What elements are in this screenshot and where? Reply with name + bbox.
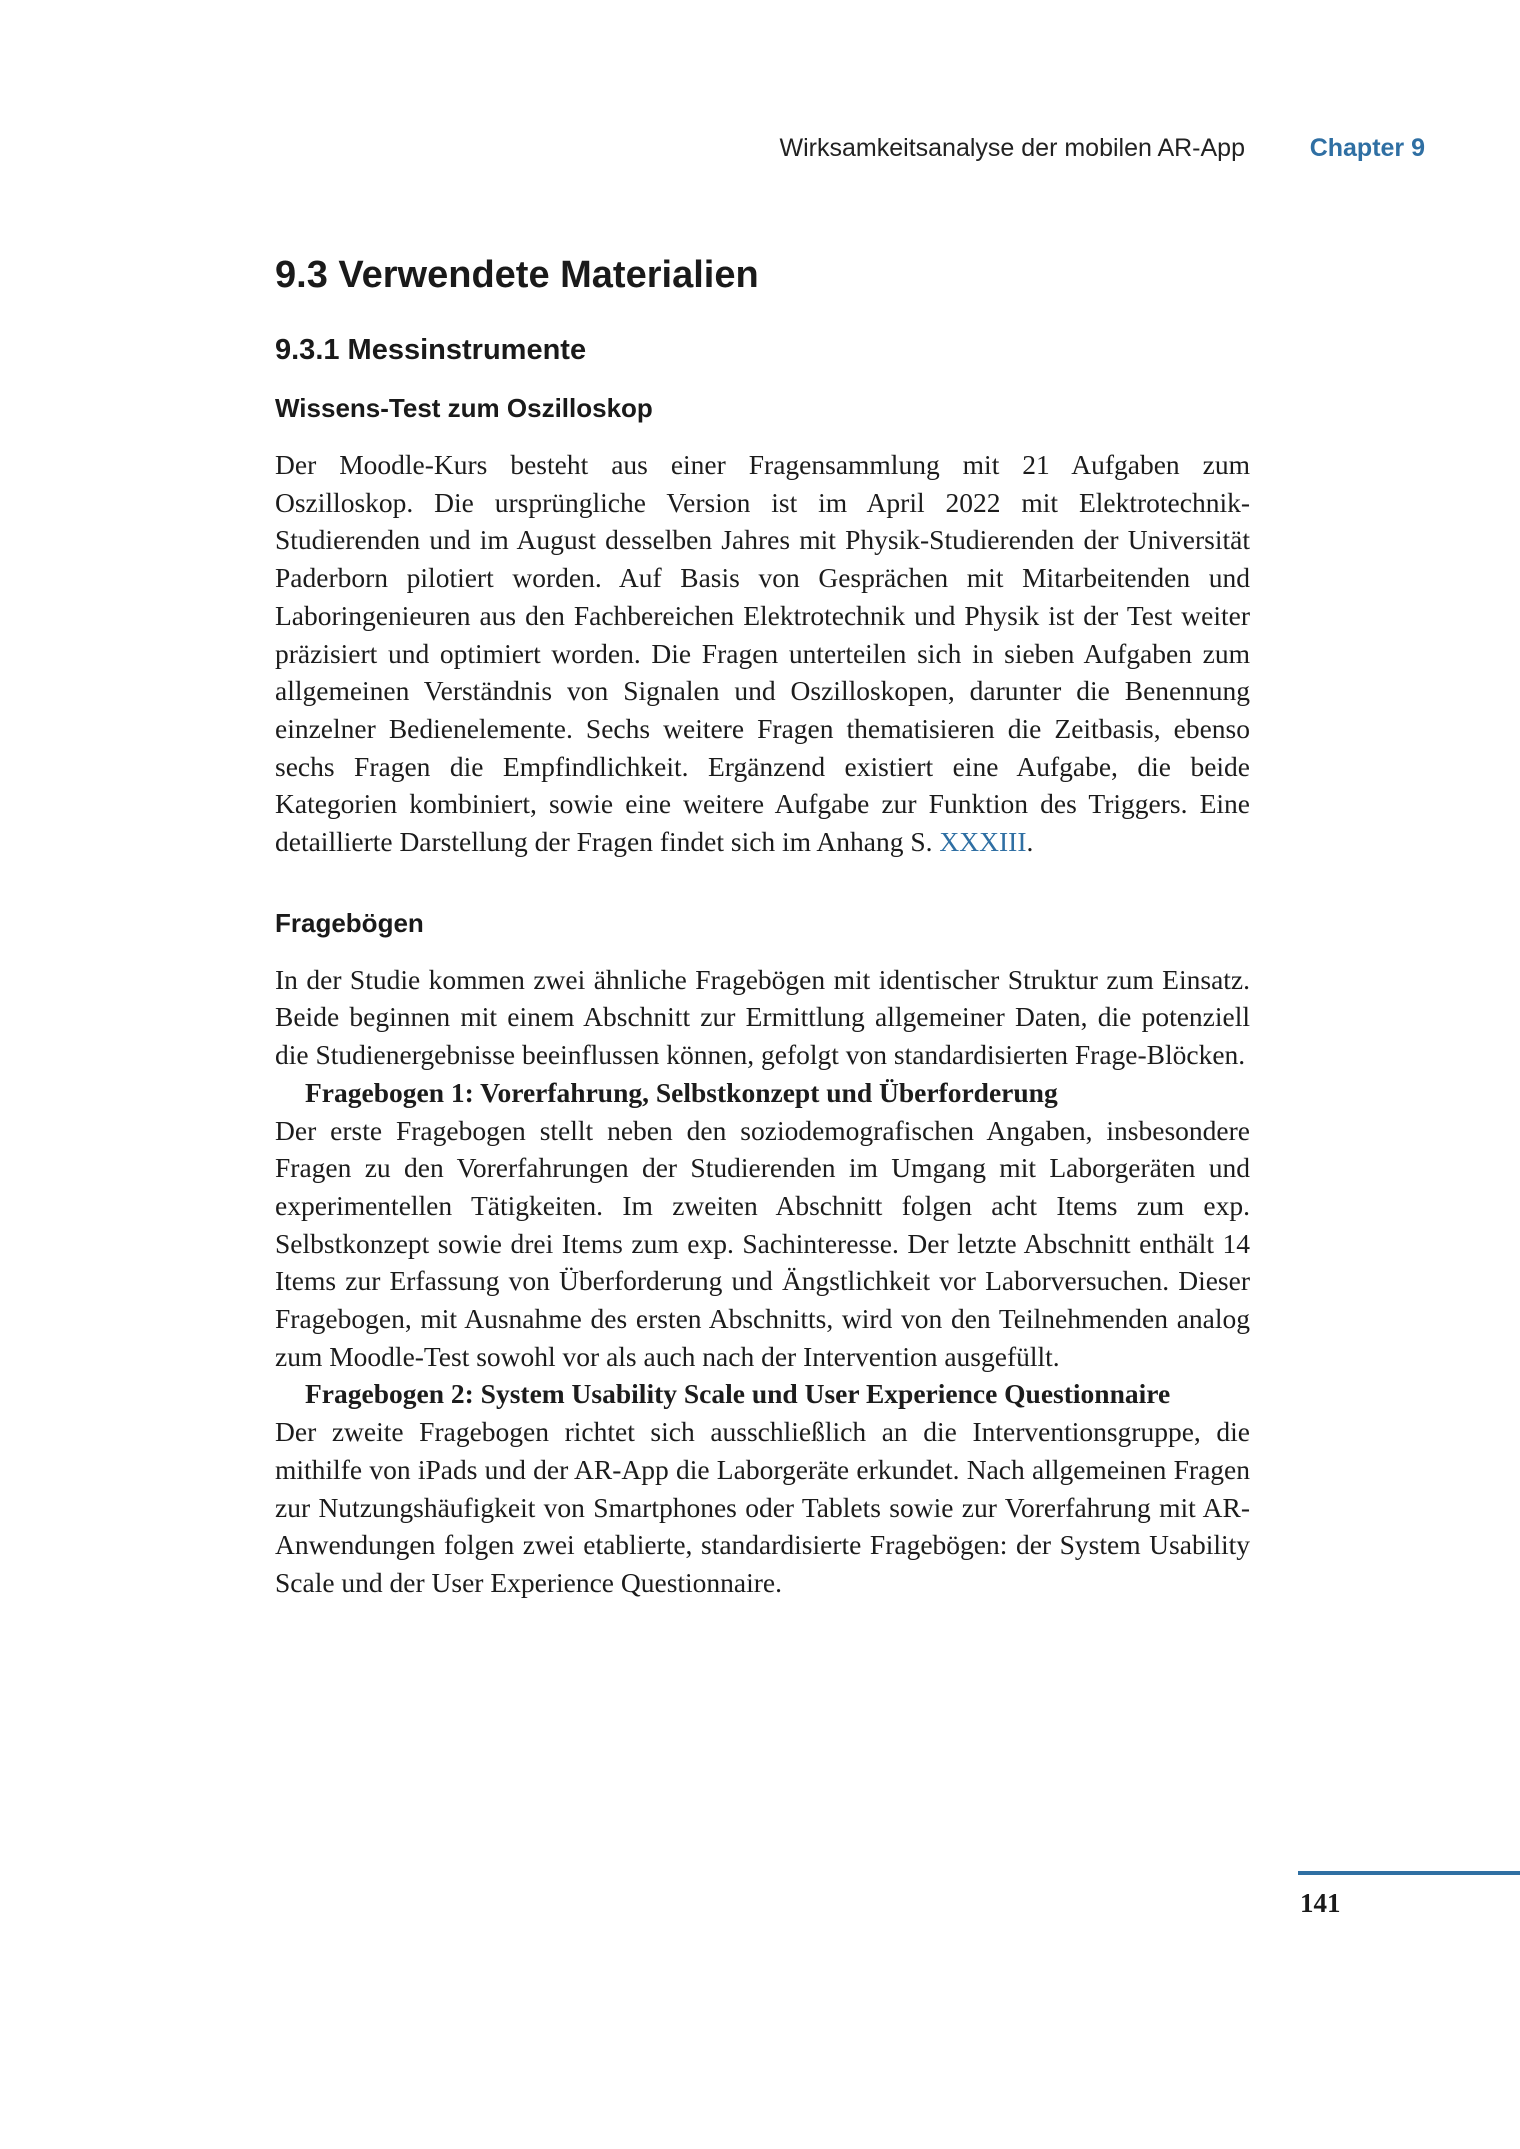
paragraph-end: . [1026, 826, 1034, 858]
knowledge-test-paragraph [275, 446, 1250, 861]
questionnaires-heading: Fragebögen [275, 907, 424, 938]
page-content [275, 248, 1250, 1602]
page-number: 141 [1300, 1888, 1341, 1918]
knowledge-test-text: Der Moodle-Kurs besteht aus einer Fragensammlung mit 21 Aufgaben zum Oszilloskop. Die ursprüngliche Version ist im April 2022 mit Elektrotechnik-Studierenden und im August desselben Jahres mit Physik-Studierenden der Universität Paderborn pilotiert worden. Auf Basis von Gesprächen mit Mitarbeitenden und Laboringenieuren aus den Fachbereichen Elektrotechnik und Physik ist der Test weiter präzisiert und optimiert worden. Die Fragen unterteilen sich in sieben Aufgaben zum allgemeinen Verständnis von Signalen und Oszilloskopen, darunter die Benennung einzelner Bedienelemente. Sechs weitere Fragen thematisieren die Zeitbasis, ebenso sechs Fragen die Empfindlichkeit. Ergänzend existiert eine Aufgabe, die beide Kategorien kombiniert, sowie eine weitere Aufgabe zur Funktion des Triggers. Eine detaillierte Darstellung der Fragen findet sich im Anhang S. [275, 449, 1250, 858]
questionnaire-2-heading: Fragebogen 2: System Usability Scale und User Experience Questionnaire [305, 1378, 1171, 1410]
questionnaire-1-heading: Fragebogen 1: Vorerfahrung, Selbstkonzept und Überforderung [305, 1076, 1058, 1108]
chapter-label: Chapter 9 [1309, 134, 1425, 162]
section-spacer [275, 861, 1250, 903]
questionnaires-intro: In der Studie kommen zwei ähnliche Fragebögen mit identischer Struktur zum Einsatz. Beide beginnen mit einem Abschnitt zur Ermittlung allgemeiner Daten, die potenziell die Studienergebnisse beeinflussen können, gefolgt von standardisierten Frage-Blöcken. [275, 963, 1250, 1071]
questionnaire-2-text: Der zweite Fragebogen richtet sich ausschließlich an die Interventionsgruppe, die mithilfe von iPads und der AR-App die Laborgeräte erkundet. Nach allgemeinen Fragen zur Nutzungshäufigkeit von Smartphones oder Tablets sowie zur Vorerfahrung mit AR-Anwendungen folgen zwei etablierte, standardisierte Fragebögen: der System Usability Scale und der User Experience Questionnaire. [275, 1416, 1250, 1598]
running-header [275, 134, 1425, 174]
footer-rule [1298, 1871, 1520, 1875]
appendix-reference-link[interactable]: XXXIII [939, 826, 1027, 858]
running-title: Wirksamkeitsanalyse der mobilen AR-App [779, 134, 1245, 162]
questionnaire-1-text: Der erste Fragebogen stellt neben den soziodemografischen Angaben, insbesondere Fragen zu den Vorerfahrungen der Studierenden im Umgang mit Laborgeräten und experimentellen Tätigkeiten. Im zweiten Abschnitt folgen acht Items zum exp. Selbstkonzept sowie drei Items zum exp. Sachinteresse. Der letzte Abschnitt enthält 14 Items zur Erfassung von Überforderung und Ängstlichkeit vor Laborversuchen. Dieser Fragebogen, mit Ausnahme des ersten Abschnitts, wird von den Teilnehmenden analog zum Moodle-Test sowohl vor als auch nach der Intervention ausgefüllt. [275, 1114, 1250, 1372]
subsection-title: 9.3.1 Messinstrumente [275, 334, 587, 366]
knowledge-test-heading: Wissens-Test zum Oszilloskop [275, 393, 653, 423]
section-title: 9.3 Verwendete Materialien [275, 254, 759, 296]
